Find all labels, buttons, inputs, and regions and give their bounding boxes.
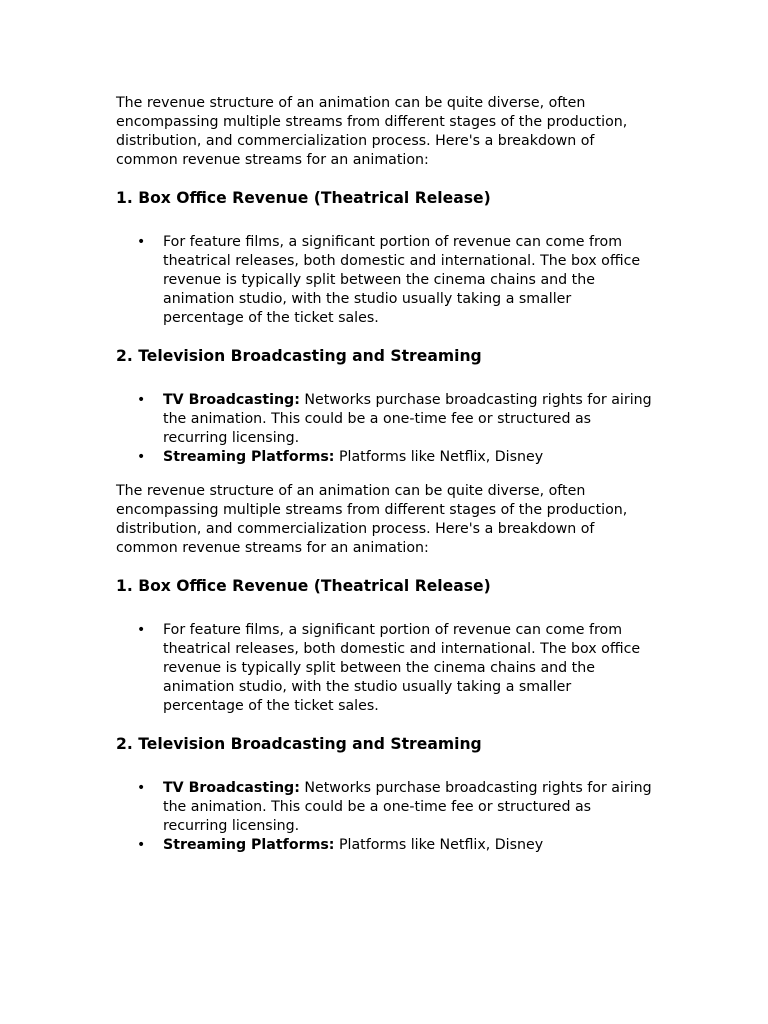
list-item (116, 448, 656, 467)
list-item (116, 621, 656, 716)
intro-paragraph: The revenue structure of an animation can be quite diverse, often encompassing multiple streams from different stages of the production, distribution, and commercialization process. Here's a breakdown of common revenue streams for an animation: (116, 95, 628, 168)
bullet-list-box-office (116, 621, 656, 716)
bullet-label: TV Broadcasting: (163, 780, 300, 796)
bullet-icon: • (137, 392, 146, 408)
section-heading-box-office: 1. Box Office Revenue (Theatrical Release) (116, 189, 491, 207)
bullet-icon: • (137, 622, 146, 638)
bullet-text: For feature films, a significant portion of revenue can come from theatrical releases, both domestic and international. The box office revenue is typically split between the cinema chains and the animation studio, with the studio usually taking a smaller percentage of the ticket sales. (163, 622, 641, 714)
bullet-icon: • (137, 780, 146, 796)
section-heading-tv-streaming: 2. Television Broadcasting and Streaming (116, 735, 482, 753)
content-block-1 (116, 94, 656, 467)
block-spacer (116, 467, 656, 482)
bullet-label: Streaming Platforms: (163, 449, 335, 465)
list-item (116, 233, 656, 328)
bullet-text: Platforms like Netflix, Disney (334, 837, 544, 853)
bullet-list-tv-streaming (116, 391, 656, 467)
list-item (116, 391, 656, 448)
bullet-label: Streaming Platforms: (163, 837, 335, 853)
intro-paragraph: The revenue structure of an animation can be quite diverse, often encompassing multiple streams from different stages of the production, distribution, and commercialization process. Here's a breakdown of common revenue streams for an animation: (116, 483, 628, 556)
section-heading-box-office: 1. Box Office Revenue (Theatrical Release) (116, 577, 491, 595)
section-heading-tv-streaming: 2. Television Broadcasting and Streaming (116, 347, 482, 365)
bullet-label: TV Broadcasting: (163, 392, 300, 408)
bullet-text: Networks purchase broadcasting rights for airing the animation. This could be a one-time fee or structured as recurring licensing. (163, 780, 652, 834)
bullet-list-box-office (116, 233, 656, 328)
bullet-list-tv-streaming (116, 779, 656, 855)
bullet-text: Platforms like Netflix, Disney (334, 449, 544, 465)
content-block-2 (116, 482, 656, 855)
list-item (116, 779, 656, 836)
list-item (116, 836, 656, 855)
bullet-icon: • (137, 234, 146, 250)
bullet-icon: • (137, 449, 146, 465)
bullet-text: Networks purchase broadcasting rights for airing the animation. This could be a one-time fee or structured as recurring licensing. (163, 392, 652, 446)
document-page (116, 94, 656, 855)
bullet-text: For feature films, a significant portion of revenue can come from theatrical releases, both domestic and international. The box office revenue is typically split between the cinema chains and the animation studio, with the studio usually taking a smaller percentage of the ticket sales. (163, 234, 641, 326)
bullet-icon: • (137, 837, 146, 853)
